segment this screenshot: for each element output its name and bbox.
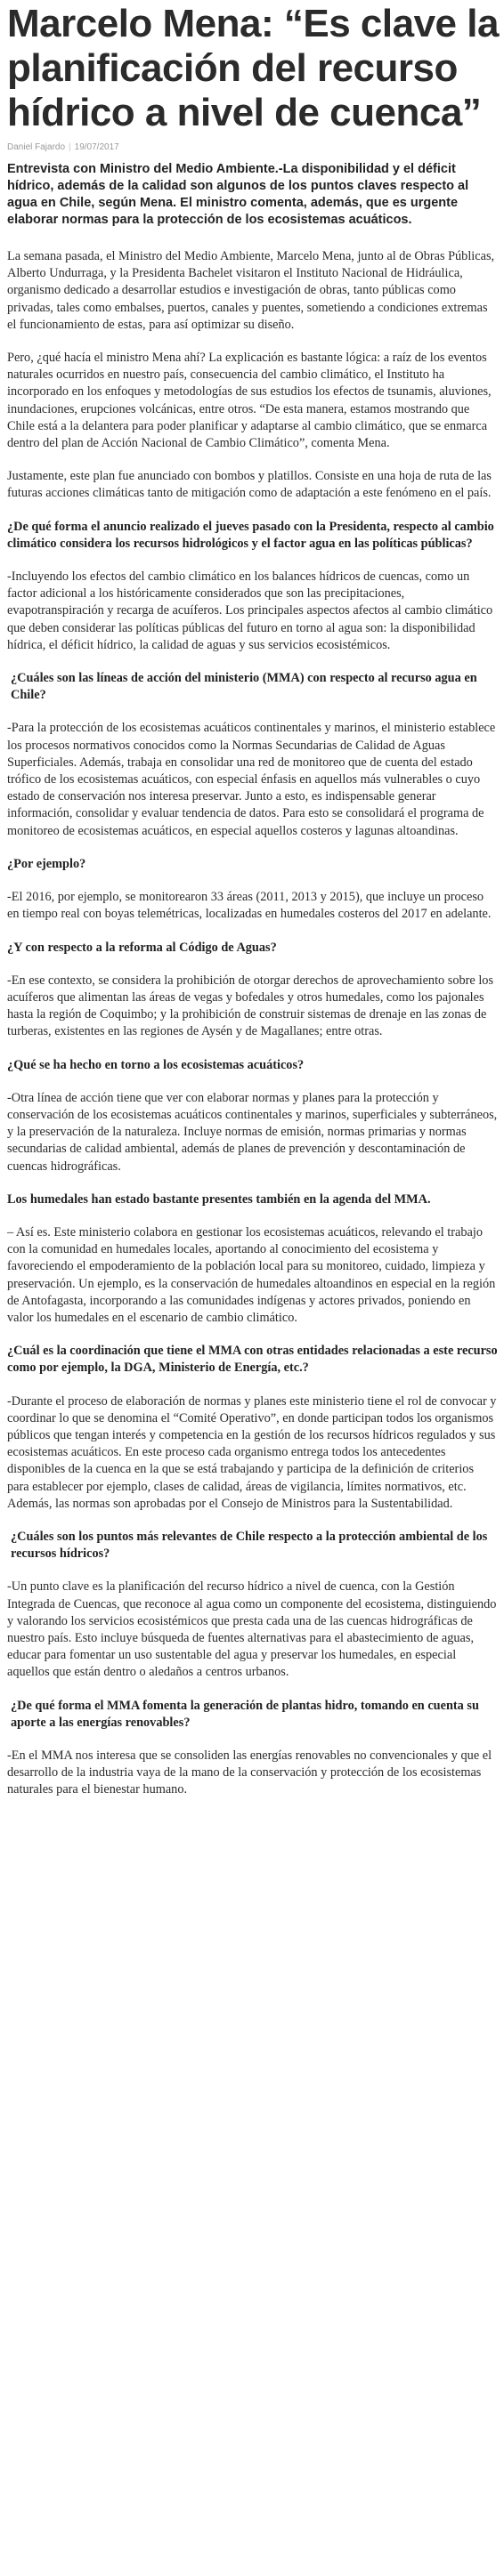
interview-question: ¿Cuáles son los puntos más relevantes de Chile respecto a la protección ambiental de los recursos hídricos? bbox=[11, 1529, 488, 1562]
article-title: Marcelo Mena: “Es clave la planificación del recurso hídrico a nivel de cuenca” bbox=[7, 2, 499, 134]
author-link[interactable]: Daniel Fajardo bbox=[7, 142, 66, 152]
article-body bbox=[7, 248, 499, 1799]
interview-question: ¿De qué forma el MMA fomenta la generación de plantas hidro, tomando en cuenta su aporte a las energías renovables? bbox=[11, 1698, 479, 1730]
paragraph: -Durante el proceso de elaboración de normas y planes este ministerio tiene el rol de convocar y coordinar lo que se denomina el “Comité Operativo”, en donde participan todos los organismos públicos que tengan interés y competencia en la gestión de los recursos hídricos regulados y sus ecosistemas acuáticos. En este proceso cada organismo entrega todos los antecedentes disponibles de la cuenca en la que se está trabajando y participa de la definición de criterios para establecer por ejemplo, clases de calidad, áreas de vigilancia, límites normativos, etc. Además, las normas son aprobadas por el Consejo de Ministros para la Sustentabilidad. bbox=[7, 1393, 497, 1511]
interview-question: ¿Qué se ha hecho en torno a los ecosistemas acuáticos? bbox=[7, 1057, 305, 1072]
paragraph: -Otra línea de acción tiene que ver con elaborar normas y planes para la protección y conservación de los ecosistemas acuáticos continentales y marinos, superficiales y subterráneos, y la preservación de la naturaleza. Incluye normas de emisión, normas primarias y normas secundarias de calidad ambiental, además de planes de prevención y descontaminación de cuencas hidrográficas. bbox=[7, 1090, 498, 1174]
interview-question: Los humedales han estado bastante presentes también en la agenda del MMA. bbox=[7, 1191, 431, 1207]
article-meta bbox=[7, 142, 499, 152]
paragraph: -En el MMA nos interesa que se consoliden las energías renovables no convencionales y que el desarrollo de la industria vaya de la mano de la conservación y protección de los ecosistemas naturales para el bienestar humano. bbox=[7, 1748, 492, 1797]
paragraph: Justamente, este plan fue anunciado con bombos y platillos. Consiste en una hoja de ruta de las futuras acciones climáticas tanto de mitigación como de adaptación a este fenómeno en el país. bbox=[7, 469, 492, 501]
paragraph: -Para la protección de los ecosistemas acuáticos continentales y marinos, el ministerio establece los procesos normativos conocidos como la Normas Secundarias de Calidad de Aguas Superficiales. Además, trabaja en consolidar una red de monitoreo que de cuenta del estado trófico de los ecosistemas acuáticos, con especial énfasis en aquellos más vulnerables o cuyo estado de conservación nos interesa preservar. Junto a esto, es indispensable generar información, consolidar y evaluar tendencia de datos. Para esto se consolidará el programa de monitoreo de ecosistemas acuáticos, en especial aquellos costeros y lagunas altoandinas. bbox=[7, 721, 496, 838]
paragraph: -Incluyendo los efectos del cambio climático en los balances hídricos de cuencas, como un factor adicional a los históricamente considerados que son las precipitaciones, evapotranspiración y recarga de acuíferos. Los principales aspectos afectos al cambio climático que deben considerar las políticas públicas del futuro en torno al agua son: la disponibilidad hídrica, el déficit hídrico, la calidad de aguas y sus servicios ecosistémicos. bbox=[7, 569, 493, 652]
paragraph: – Así es. Este ministerio colabora en gestionar los ecosistemas acuáticos, relevando el trabajo con la comunidad en humedales locales, aportando al conocimiento del ecosistema y favoreciendo el empoderamiento de la población local para su monitoreo, cuidado, limpieza y preservación. Un ejemplo, es la conservación de humedales altoandinos en especial en la región de Antofagasta, incorporando a las comunidades indígenas y actores privados, poniendo en valor los humedales en el escenario de cambio climático. bbox=[7, 1224, 496, 1325]
interview-question: ¿Cuáles son las líneas de acción del ministerio (MMA) con respecto al recurso agua en Chile? bbox=[11, 671, 477, 703]
meta-separator: | bbox=[69, 142, 71, 152]
paragraph: La semana pasada, el Ministro del Medio Ambiente, Marcelo Mena, junto al de Obras Públicas, Alberto Undurraga, y la Presidenta Bachelet visitaron el Instituto Nacional de Hidráulica, organismo dedicado a desarrollar estudios e investigación de obras, tanto públicas como privadas, tales como embalses, puertos, canales y puentes, sometiendo a condiciones extremas el funcionamiento de estas, para así optimizar su diseño. bbox=[7, 249, 495, 332]
paragraph: Pero, ¿qué hacía el ministro Mena ahí? La explicación es bastante lógica: a raíz de los eventos naturales ocurridos en nuestro país, consecuencia del cambio climático, el Instituto ha incorporado en los enfoques y metodologías de sus estudios los efectos de tsunamis, aluviones, inundaciones, erupciones volcánicas, entre otros. “De esta manera, estamos mostrando que Chile está a la delantera para poder planificar y adaptarse al cambio climático, que se enmarca dentro del plan de Acción Nacional de Cambio Climático”, comenta Mena. bbox=[7, 351, 492, 451]
interview-question: ¿Por ejemplo? bbox=[7, 856, 86, 871]
paragraph: -Un punto clave es la planificación del recurso hídrico a nivel de cuenca, con la Gestión Integrada de Cuencas, que reconoce al agua como un componente del ecosistema, distinguiendo y valorando los servicios ecosistémicos que presta cada una de las cuencas hidrográficas de nuestro país. Esto incluye búsqueda de fuentes alternativas para el abastecimiento de aguas, educar para fomentar un uso sustentable del agua y preservar los humedales, en especial aquellos que están dentro o aledaños a centros urbanos. bbox=[7, 1579, 497, 1680]
interview-question: ¿Y con respecto a la reforma al Código de Aguas? bbox=[7, 940, 277, 955]
interview-question: ¿Cuál es la coordinación que tiene el MMA con otras entidades relacionadas a este recurso como por ejemplo, la DGA, Ministerio de Energía, etc.? bbox=[7, 1344, 498, 1376]
paragraph: -El 2016, por ejemplo, se monitorearon 33 áreas (2011, 2013 y 2015), que incluye un proceso en tiempo real con boyas telemétricas, localizadas en humedales costeros del 2017 en adelante. bbox=[7, 890, 492, 922]
publish-date: 19/07/2017 bbox=[74, 142, 119, 152]
article-lead: Entrevista con Ministro del Medio Ambiente.-La disponibilidad y el déficit hídrico, además de la calidad son algunos de los puntos claves respecto al agua en Chile, según Mena. El ministro comenta, además, que es urgente elaborar normas para la protección de los ecosistemas acuáticos. bbox=[7, 162, 469, 227]
paragraph: -En ese contexto, se considera la prohibición de otorgar derechos de aprovechamiento sobre los acuíferos que alimentan las áreas de vegas y bofedales y otros humedales, como los pajonales hasta la región de Coquimbo; y la prohibición de construir sistemas de drenaje en las zonas de turberas, existentes en las regiones de Aysén y de Magallanes; entre otras. bbox=[7, 973, 494, 1039]
interview-question: ¿De qué forma el anuncio realizado el jueves pasado con la Presidenta, respecto al cambio climático considera los recursos hidrológicos y el factor agua en las políticas públicas? bbox=[7, 519, 494, 551]
